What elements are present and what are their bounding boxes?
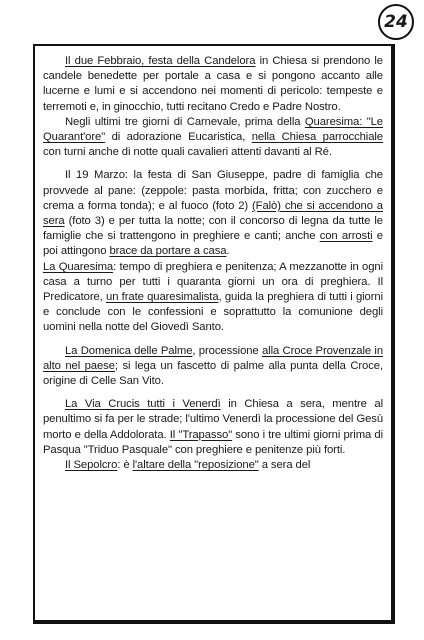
underlined-text: brace da portare a casa	[109, 245, 227, 258]
text-span: .	[226, 245, 230, 258]
paragraph	[43, 115, 383, 161]
article-body	[43, 54, 383, 473]
text-span: di adorazione Eucaristica,	[105, 131, 252, 144]
paragraph	[43, 260, 383, 336]
paragraph	[43, 458, 383, 473]
underlined-text: alla Croce Provenzale in alto nel paese	[43, 344, 383, 372]
underlined-text: La Via Crucis tutti i Venerdì	[65, 398, 221, 411]
underlined-text: l'altare della "reposizione"	[132, 459, 259, 472]
underlined-text: Quaresima: "Le Quarant'ore"	[43, 115, 383, 144]
underlined-text: con arrosti	[319, 230, 373, 243]
paragraph	[43, 344, 383, 390]
text-span: : è	[117, 459, 133, 472]
text-span: (foto 3) e per tutta la notte; con il concorso di legna da tutte le famiglie che si trattengono in preghiere e canti; anche	[43, 215, 383, 243]
text-span: Il 19 Marzo: la festa di San Giuseppe, padre di famiglia che provvede al pane: (zeppole: pasta morbida, fritta; con zucchero e crema a forma tonda); e al fuoco (foto 2)	[43, 169, 383, 212]
paragraph	[43, 168, 383, 259]
text-span: : tempo di preghiera e penitenza; A mezzanotte in ogni casa a turno per tutti i quaranta giorni un ora di preghiera. Il Predicatore,	[43, 260, 383, 304]
text-span: e poi attingono	[43, 230, 383, 258]
underlined-text: Il "Trapasso"	[169, 428, 233, 441]
underlined-text: (Falò) che si accendono a sera	[43, 199, 383, 228]
text-span: sono i tre ultimi giorni prima di Pasqua "Triduo Pasquale" con preghiere e penitenze più forti.	[43, 428, 383, 456]
paragraph-spacer	[43, 160, 383, 168]
underlined-text: La Domenica delle Palme	[65, 344, 193, 357]
underlined-text: Il due Febbraio, festa della Candelora	[65, 55, 256, 67]
text-span: a sera del	[258, 459, 311, 472]
text-span: Negli ultimi tre giorni di Carnevale, prima della	[65, 115, 305, 128]
paragraph-spacer	[43, 389, 383, 397]
underlined-text: Il Sepolcro	[65, 459, 118, 472]
paragraph	[43, 54, 383, 115]
page-number: 24	[384, 12, 408, 32]
text-span: in Chiesa si prendono le candele benedette per portale a casa e si pongono accanto alle lucerne e lumi e si accendono nei momenti di pericolo: tempeste e terremoti e, in ginocchio, tutti recitano Credo e Padre Nostro.	[43, 55, 383, 113]
text-span: , guida la preghiera di tutti i giorni e conclude con le confessioni e soprattutto la comunione degli uomini nella notte del Giovedì Santo.	[43, 291, 383, 334]
underlined-text: un frate quaresimalista	[106, 291, 219, 304]
text-span: ; si lega un fascetto di palme alla punta della Croce, origine di Celle San Vito.	[43, 359, 383, 388]
text-span: , processione	[192, 344, 262, 357]
underlined-text: La Quaresima	[43, 260, 114, 273]
text-frame	[33, 44, 395, 624]
paragraph	[43, 397, 383, 458]
text-span: in Chiesa a sera, mentre al penultimo si fa per le strade; l'ultimo Venerdì la processione del Gesù morto e della Addolorata.	[43, 398, 383, 441]
text-span: con turni anche di notte quali cavalieri attenti davanti al Ré.	[43, 146, 332, 159]
paragraph-spacer	[43, 336, 383, 344]
underlined-text: nella Chiesa parrocchiale	[251, 131, 383, 144]
page-number-badge	[378, 4, 414, 40]
